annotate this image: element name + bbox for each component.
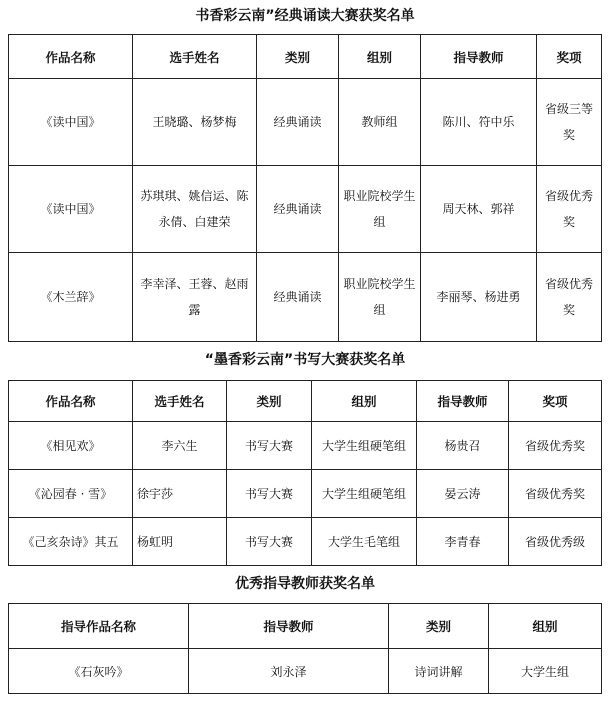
calligraphy-award-table <box>8 380 602 566</box>
header-cell: 作品名称 <box>9 381 133 422</box>
table-cell: 晏云涛 <box>417 470 509 518</box>
table-cell: 陈川、符中乐 <box>421 79 537 166</box>
table-cell: 《相见欢》 <box>9 422 133 470</box>
table-cell: 杨虹明 <box>133 518 227 566</box>
table-cell: 《读中国》 <box>9 166 133 253</box>
table-cell: 大学生组硬笔组 <box>312 470 417 518</box>
table-cell: 大学生组硬笔组 <box>312 422 417 470</box>
table-cell: 徐宇莎 <box>133 470 227 518</box>
header-cell: 作品名称 <box>9 35 133 79</box>
section3-title: 优秀指导教师获奖名单 <box>235 576 375 592</box>
table-cell: 李六生 <box>133 422 227 470</box>
table-cell: 省级优秀奖 <box>537 253 602 342</box>
header-cell: 类别 <box>257 35 339 79</box>
table-row <box>9 79 602 166</box>
header-cell: 指导教师 <box>189 604 389 649</box>
table-cell: 教师组 <box>339 79 421 166</box>
table-header-row <box>9 35 602 79</box>
table-cell: 刘永泽 <box>189 649 389 694</box>
table-cell: 李丽琴、杨进勇 <box>421 253 537 342</box>
table-row <box>9 422 602 470</box>
table-row <box>9 253 602 342</box>
header-cell: 选手姓名 <box>133 35 257 79</box>
table-cell: 周天林、郭祥 <box>421 166 537 253</box>
table-cell: 大学生组 <box>489 649 602 694</box>
header-cell: 组别 <box>339 35 421 79</box>
table-row <box>9 518 602 566</box>
table-header-row <box>9 381 602 422</box>
classic-reading-award-table <box>8 34 602 342</box>
table-cell: 苏琪琪、姚信运、陈永倩、白建荣 <box>133 166 257 253</box>
header-cell: 类别 <box>389 604 489 649</box>
header-cell: 指导教师 <box>421 35 537 79</box>
header-cell: 奖项 <box>537 35 602 79</box>
table-cell: 王晓璐、杨梦梅 <box>133 79 257 166</box>
section1-title: 书香彩云南”经典诵读大赛获奖名单 <box>195 8 415 24</box>
table-cell: 省级优秀级 <box>509 518 602 566</box>
header-cell: 奖项 <box>509 381 602 422</box>
table-cell: 诗词讲解 <box>389 649 489 694</box>
table-row <box>9 649 602 694</box>
table-cell: 职业院校学生组 <box>339 166 421 253</box>
table-cell: 《沁园春 · 雪》 <box>9 470 133 518</box>
header-cell: 组别 <box>489 604 602 649</box>
header-cell: 类别 <box>227 381 312 422</box>
table-cell: 杨贵召 <box>417 422 509 470</box>
header-cell: 选手姓名 <box>133 381 227 422</box>
header-cell: 指导作品名称 <box>9 604 189 649</box>
table-cell: 书写大赛 <box>227 518 312 566</box>
table-cell: 书写大赛 <box>227 422 312 470</box>
header-cell: 组别 <box>312 381 417 422</box>
table-row <box>9 470 602 518</box>
table-cell: 李幸泽、王蓉、赵雨露 <box>133 253 257 342</box>
table-row <box>9 166 602 253</box>
table-cell: 省级优秀奖 <box>509 470 602 518</box>
instructor-award-table <box>8 603 602 694</box>
table-cell: 《石灰吟》 <box>9 649 189 694</box>
table-cell: 省级优秀奖 <box>537 166 602 253</box>
table-cell: 《木兰辞》 <box>9 253 133 342</box>
table-cell: 《己亥杂诗》其五 <box>9 518 133 566</box>
table-cell: 李青春 <box>417 518 509 566</box>
table-cell: 职业院校学生组 <box>339 253 421 342</box>
table-cell: 经典诵读 <box>257 253 339 342</box>
section2-title: “墨香彩云南”书写大赛获奖名单 <box>204 352 406 368</box>
table-header-row <box>9 604 602 649</box>
table-cell: 省级三等奖 <box>537 79 602 166</box>
table-cell: 经典诵读 <box>257 166 339 253</box>
table-cell: 《读中国》 <box>9 79 133 166</box>
header-cell: 指导教师 <box>417 381 509 422</box>
table-cell: 省级优秀奖 <box>509 422 602 470</box>
table-cell: 经典诵读 <box>257 79 339 166</box>
table-cell: 书写大赛 <box>227 470 312 518</box>
table-cell: 大学生毛笔组 <box>312 518 417 566</box>
